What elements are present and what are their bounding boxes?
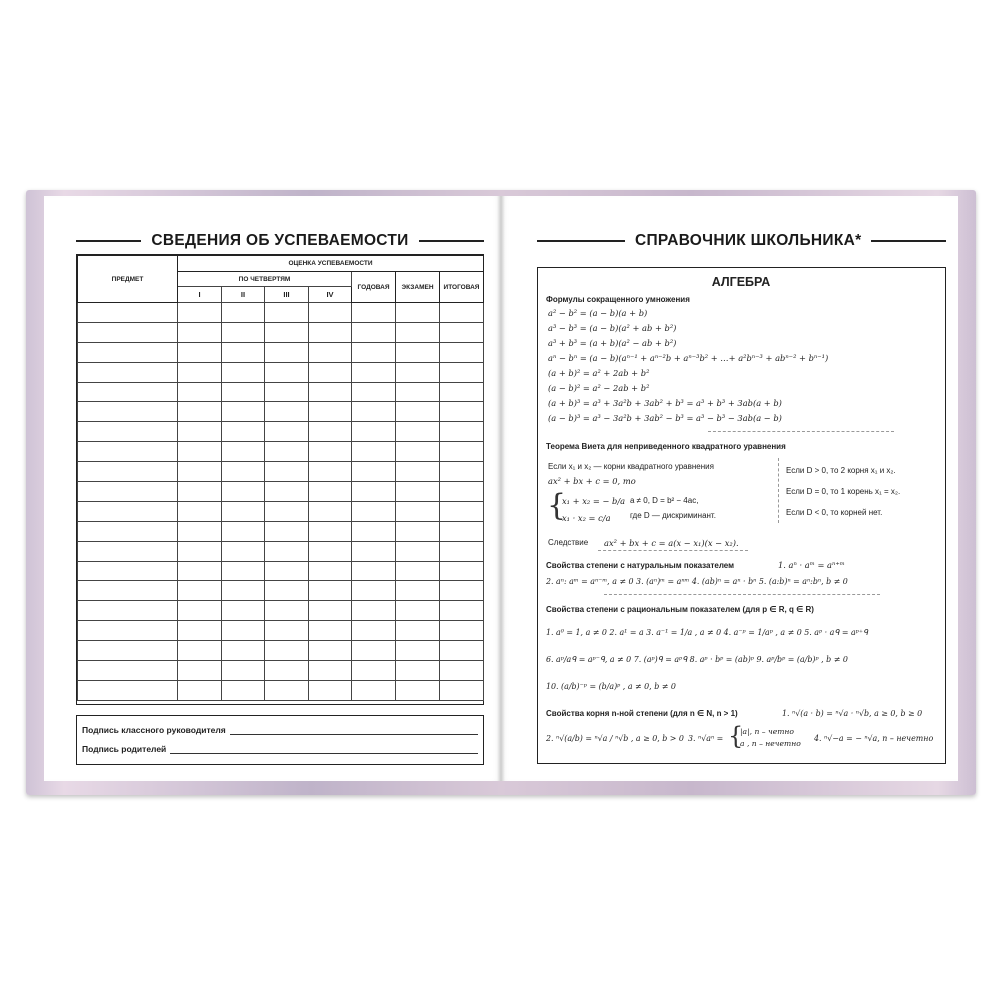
- grade-cell[interactable]: [265, 482, 309, 502]
- grade-cell[interactable]: [222, 581, 265, 601]
- grade-cell[interactable]: [309, 561, 352, 581]
- grade-cell[interactable]: [309, 462, 352, 482]
- grade-cell[interactable]: [396, 561, 440, 581]
- grade-cell[interactable]: [222, 362, 265, 382]
- subject-cell[interactable]: [78, 462, 178, 482]
- grade-cell[interactable]: [396, 501, 440, 521]
- grade-cell[interactable]: [352, 422, 396, 442]
- reference-page-title: СПРАВОЧНИК ШКОЛЬНИКА*: [537, 226, 946, 256]
- grade-row: [78, 561, 484, 581]
- grade-cell[interactable]: [178, 601, 222, 621]
- grade-cell[interactable]: [222, 541, 265, 561]
- grade-cell[interactable]: [222, 601, 265, 621]
- grade-cell[interactable]: [178, 342, 222, 362]
- grade-cell[interactable]: [222, 402, 265, 422]
- subject-cell[interactable]: [78, 561, 178, 581]
- formula: a³ + b³ = (a + b)(a² − ab + b²): [548, 338, 677, 348]
- natural-heading: Свойства степени с натуральным показателем: [546, 561, 735, 570]
- subject-cell[interactable]: [78, 442, 178, 462]
- grade-cell[interactable]: [178, 442, 222, 462]
- grade-cell[interactable]: [222, 482, 265, 502]
- quarter-3-header: III: [265, 287, 309, 303]
- root-prop4: 4. ⁿ√−a = − ⁿ√a, n – нечетно: [814, 734, 934, 743]
- discriminant-negative: Если D < 0, то корней нет.: [786, 508, 883, 517]
- discriminant-positive: Если D > 0, то 2 корня x₁ и x₂.: [786, 466, 896, 475]
- grade-cell[interactable]: [265, 362, 309, 382]
- teacher-signature-row: [82, 725, 478, 735]
- grade-cell[interactable]: [309, 303, 352, 323]
- grade-cell[interactable]: [309, 680, 352, 700]
- grade-cell[interactable]: [178, 303, 222, 323]
- subject-cell[interactable]: [78, 661, 178, 681]
- grade-cell[interactable]: [352, 581, 396, 601]
- corollary-formula: ax² + bx + c = a(x − x₁)(x − x₂).: [604, 538, 739, 548]
- grade-cell[interactable]: [265, 521, 309, 541]
- grade-cell[interactable]: [440, 581, 484, 601]
- grade-cell[interactable]: [265, 501, 309, 521]
- grade-cell[interactable]: [396, 661, 440, 681]
- grade-cell[interactable]: [440, 322, 484, 342]
- formula: (a − b)³ = a³ − 3a²b + 3ab² − b³ = a³ − b³ − 3ab(a − b): [548, 413, 782, 423]
- rational-props-row3: 10. (a/b)⁻ᵖ = (b/a)ᵖ , a ≠ 0, b ≠ 0: [546, 682, 676, 691]
- grade-cell[interactable]: [352, 621, 396, 641]
- grade-cell[interactable]: [396, 521, 440, 541]
- vieta-condition1: a ≠ 0, D = b² − 4ac,: [630, 496, 699, 505]
- parents-signature-label: Подпись родителей: [82, 744, 167, 754]
- roots-heading: Свойства корня n-ной степени (для n ∈ N, n > 1): [546, 709, 738, 718]
- grade-row: [78, 402, 484, 422]
- grade-cell[interactable]: [178, 462, 222, 482]
- grade-cell[interactable]: [178, 621, 222, 641]
- divider: [604, 594, 880, 595]
- grade-cell[interactable]: [178, 382, 222, 402]
- grade-row: [78, 621, 484, 641]
- vieta-heading: Теорема Виета для неприведенного квадратного уравнения: [546, 442, 786, 451]
- subject-cell[interactable]: [78, 541, 178, 561]
- grade-cell[interactable]: [396, 541, 440, 561]
- grade-cell[interactable]: [265, 422, 309, 442]
- grade-row: [78, 382, 484, 402]
- grade-cell[interactable]: [178, 680, 222, 700]
- root-prop3-odd: a , n – нечетно: [740, 739, 801, 748]
- grade-cell[interactable]: [178, 482, 222, 502]
- grade-cell[interactable]: [265, 621, 309, 641]
- grades-page-title: СВЕДЕНИЯ ОБ УСПЕВАЕМОСТИ: [76, 226, 484, 256]
- grade-cell[interactable]: [440, 303, 484, 323]
- grade-cell[interactable]: [396, 322, 440, 342]
- grade-cell[interactable]: [265, 303, 309, 323]
- grade-row: [78, 442, 484, 462]
- grade-cell[interactable]: [352, 462, 396, 482]
- grade-row: [78, 322, 484, 342]
- subject-cell[interactable]: [78, 342, 178, 362]
- grade-cell[interactable]: [178, 521, 222, 541]
- grade-cell[interactable]: [440, 482, 484, 502]
- grade-cell[interactable]: [309, 641, 352, 661]
- grade-cell[interactable]: [352, 661, 396, 681]
- grade-cell[interactable]: [440, 601, 484, 621]
- grade-cell[interactable]: [178, 661, 222, 681]
- grade-cell[interactable]: [178, 541, 222, 561]
- subject-cell[interactable]: [78, 362, 178, 382]
- grades-table: [76, 254, 484, 705]
- grade-cell[interactable]: [265, 680, 309, 700]
- grade-cell[interactable]: [352, 402, 396, 422]
- grade-cell[interactable]: [309, 382, 352, 402]
- grade-cell[interactable]: [222, 501, 265, 521]
- grade-cell[interactable]: [178, 581, 222, 601]
- natural-props: 2. aⁿ: aᵐ = aⁿ⁻ᵐ, a ≠ 0 3. (aⁿ)ᵐ = aⁿᵐ 4. (ab)ⁿ = aⁿ · bⁿ 5. (a:b)ⁿ = aⁿ:bⁿ, b ≠ 0: [546, 577, 848, 586]
- grade-cell[interactable]: [309, 442, 352, 462]
- grade-cell[interactable]: [352, 501, 396, 521]
- subject-cell[interactable]: [78, 621, 178, 641]
- grade-cell[interactable]: [309, 541, 352, 561]
- grade-cell[interactable]: [265, 462, 309, 482]
- grade-row: [78, 342, 484, 362]
- natural-prop1: 1. aⁿ · aᵐ = aⁿ⁺ᵐ: [778, 560, 845, 570]
- section-title: АЛГЕБРА: [711, 275, 771, 289]
- grade-cell[interactable]: [352, 303, 396, 323]
- grade-cell[interactable]: [309, 621, 352, 641]
- corollary-label: Следствие: [548, 538, 589, 547]
- grade-cell[interactable]: [222, 621, 265, 641]
- grade-cell[interactable]: [396, 303, 440, 323]
- system-brace: {: [547, 488, 567, 523]
- divider: [708, 431, 894, 432]
- grade-cell[interactable]: [440, 422, 484, 442]
- grade-cell[interactable]: [352, 561, 396, 581]
- teacher-signature-line[interactable]: [230, 725, 478, 735]
- subject-cell[interactable]: [78, 501, 178, 521]
- formula: (a − b)² = a² − 2ab + b²: [548, 383, 650, 393]
- subject-cell[interactable]: [78, 680, 178, 700]
- vieta-line1: Если x₁ и x₂ — корни квадратного уравнения: [548, 462, 714, 471]
- grade-cell[interactable]: [265, 402, 309, 422]
- abbrev-heading: Формулы сокращенного умножения: [546, 295, 690, 304]
- grade-cell[interactable]: [396, 402, 440, 422]
- grade-cell[interactable]: [396, 362, 440, 382]
- vertical-divider: [778, 458, 779, 523]
- grade-cell[interactable]: [265, 561, 309, 581]
- grade-cell[interactable]: [265, 342, 309, 362]
- grade-row: [78, 541, 484, 561]
- grade-row: [78, 661, 484, 681]
- grade-cell[interactable]: [222, 382, 265, 402]
- grade-cell[interactable]: [309, 482, 352, 502]
- grade-cell[interactable]: [309, 322, 352, 342]
- grade-row: [78, 422, 484, 442]
- formula: aⁿ − bⁿ = (a − b)(aⁿ⁻¹ + aⁿ⁻²b + aⁿ⁻³b² + …+ a²bⁿ⁻³ + abⁿ⁻² + bⁿ⁻¹): [548, 353, 829, 363]
- notebook-spine: [497, 196, 505, 781]
- vieta-sum: x₁ + x₂ = − b/a: [562, 496, 626, 506]
- grade-cell[interactable]: [352, 680, 396, 700]
- grade-cell[interactable]: [440, 680, 484, 700]
- grade-cell[interactable]: [309, 601, 352, 621]
- grade-cell[interactable]: [178, 501, 222, 521]
- grade-cell[interactable]: [396, 641, 440, 661]
- root-prop1: 1. ⁿ√(a · b) = ⁿ√a · ⁿ√b, a ≥ 0, b ≥ 0: [782, 709, 923, 718]
- grade-cell[interactable]: [265, 641, 309, 661]
- signatures-box: [76, 715, 484, 765]
- quarter-2-header: II: [222, 287, 265, 303]
- subject-cell[interactable]: [78, 382, 178, 402]
- exam-header: ЭКЗАМЕН: [396, 272, 440, 303]
- grade-cell[interactable]: [352, 382, 396, 402]
- grade-cell[interactable]: [352, 442, 396, 462]
- grade-cell[interactable]: [222, 462, 265, 482]
- formula: a² − b² = (a − b)(a + b): [548, 308, 648, 318]
- grade-cell[interactable]: [178, 362, 222, 382]
- subject-cell[interactable]: [78, 422, 178, 442]
- grade-cell[interactable]: [440, 362, 484, 382]
- grade-cell[interactable]: [440, 442, 484, 462]
- grade-cell[interactable]: [265, 442, 309, 462]
- formula: a³ − b³ = (a − b)(a² + ab + b²): [548, 323, 677, 333]
- formula: (a + b)² = a² + 2ab + b²: [548, 368, 650, 378]
- grade-cell[interactable]: [440, 462, 484, 482]
- grade-row: [78, 303, 484, 323]
- grade-cell[interactable]: [222, 342, 265, 362]
- grade-cell[interactable]: [265, 382, 309, 402]
- grades-header: ОЦЕНКА УСПЕВАЕМОСТИ: [178, 256, 484, 272]
- divider: [598, 550, 748, 551]
- grade-cell[interactable]: [440, 641, 484, 661]
- parents-signature-line[interactable]: [170, 744, 478, 754]
- grade-cell[interactable]: [396, 601, 440, 621]
- grade-cell[interactable]: [352, 322, 396, 342]
- subject-cell[interactable]: [78, 322, 178, 342]
- grade-cell[interactable]: [396, 422, 440, 442]
- grade-cell[interactable]: [222, 680, 265, 700]
- grade-cell[interactable]: [265, 581, 309, 601]
- grade-row: [78, 521, 484, 541]
- grade-cell[interactable]: [352, 541, 396, 561]
- grade-row: [78, 482, 484, 502]
- grade-cell[interactable]: [309, 521, 352, 541]
- grade-cell[interactable]: [440, 521, 484, 541]
- grade-cell[interactable]: [352, 342, 396, 362]
- subject-cell[interactable]: [78, 601, 178, 621]
- grade-cell[interactable]: [440, 501, 484, 521]
- parents-signature-row: [82, 744, 478, 754]
- rational-props-row1: 1. a⁰ = 1, a ≠ 0 2. a¹ = a 3. a⁻¹ = 1/a , a ≠ 0 4. a⁻ᵖ = 1/aᵖ , a ≠ 0 5. aᵖ · aᑫ = aᵖ⁺ᑫ: [546, 628, 868, 637]
- grade-cell[interactable]: [396, 680, 440, 700]
- subject-cell[interactable]: [78, 521, 178, 541]
- grade-cell[interactable]: [352, 521, 396, 541]
- grade-cell[interactable]: [222, 422, 265, 442]
- grade-row: [78, 680, 484, 700]
- grade-cell[interactable]: [352, 362, 396, 382]
- grade-cell[interactable]: [440, 621, 484, 641]
- grade-cell[interactable]: [309, 581, 352, 601]
- subject-cell[interactable]: [78, 402, 178, 422]
- grade-cell[interactable]: [222, 303, 265, 323]
- grade-cell[interactable]: [396, 382, 440, 402]
- quarters-header: ПО ЧЕТВЕРТЯМ: [178, 272, 352, 287]
- subject-cell[interactable]: [78, 482, 178, 502]
- grade-cell[interactable]: [309, 342, 352, 362]
- grade-cell[interactable]: [396, 442, 440, 462]
- quarter-4-header: IV: [309, 287, 352, 303]
- root-prop3-even: |a|, n – четно: [740, 727, 794, 736]
- vieta-product: x₁ · x₂ = c/a: [562, 513, 611, 523]
- subject-cell[interactable]: [78, 581, 178, 601]
- grade-cell[interactable]: [222, 661, 265, 681]
- grade-cell[interactable]: [222, 641, 265, 661]
- grade-row: [78, 581, 484, 601]
- grade-cell[interactable]: [178, 561, 222, 581]
- grade-cell[interactable]: [178, 322, 222, 342]
- grade-cell[interactable]: [396, 621, 440, 641]
- grade-cell[interactable]: [265, 661, 309, 681]
- grade-cell[interactable]: [178, 641, 222, 661]
- grade-row: [78, 501, 484, 521]
- grade-cell[interactable]: [396, 581, 440, 601]
- grade-cell[interactable]: [440, 342, 484, 362]
- grade-cell[interactable]: [440, 541, 484, 561]
- discriminant-zero: Если D = 0, то 1 корень x₁ = x₂.: [786, 487, 901, 496]
- algebra-reference-box: [537, 267, 946, 764]
- subject-cell[interactable]: [78, 303, 178, 323]
- year-header: ГОДОВАЯ: [352, 272, 396, 303]
- subject-cell[interactable]: [78, 641, 178, 661]
- rational-heading: Свойства степени с рациональным показателем (для p ∈ R, q ∈ R): [546, 605, 814, 614]
- grade-cell[interactable]: [178, 422, 222, 442]
- grade-cell[interactable]: [309, 362, 352, 382]
- grade-row: [78, 641, 484, 661]
- grade-cell[interactable]: [440, 661, 484, 681]
- grade-row: [78, 601, 484, 621]
- grade-cell[interactable]: [222, 442, 265, 462]
- grade-cell[interactable]: [440, 402, 484, 422]
- grade-row: [78, 462, 484, 482]
- grade-cell[interactable]: [265, 322, 309, 342]
- grade-cell[interactable]: [309, 402, 352, 422]
- grade-cell[interactable]: [440, 561, 484, 581]
- case-brace: {: [728, 722, 744, 750]
- quarter-1-header: I: [178, 287, 222, 303]
- grade-cell[interactable]: [352, 482, 396, 502]
- grade-cell[interactable]: [222, 521, 265, 541]
- grade-cell[interactable]: [309, 422, 352, 442]
- grade-cell[interactable]: [396, 342, 440, 362]
- teacher-signature-label: Подпись классного руководителя: [82, 725, 226, 735]
- grade-cell[interactable]: [352, 601, 396, 621]
- root-prop2: 2. ⁿ√(a/b) = ⁿ√a / ⁿ√b , a ≥ 0, b > 0: [546, 734, 684, 743]
- grade-cell[interactable]: [222, 322, 265, 342]
- grade-cell[interactable]: [309, 661, 352, 681]
- vieta-condition2: где D — дискриминант.: [630, 511, 716, 520]
- final-header: ИТОГОВАЯ: [440, 272, 484, 303]
- grade-cell[interactable]: [440, 382, 484, 402]
- rational-props-row2: 6. aᵖ/aᑫ = aᵖ⁻ᑫ, a ≠ 0 7. (aᵖ)ᑫ = aᵖᑫ 8. aᵖ · bᵖ = (ab)ᵖ 9. aᵖ/bᵖ = (a/b)ᵖ , b ≠ 0: [546, 655, 848, 664]
- root-prop3: 3. ⁿ√aⁿ =: [688, 734, 724, 743]
- formula: (a + b)³ = a³ + 3a²b + 3ab² + b³ = a³ + b³ + 3ab(a + b): [548, 398, 782, 408]
- grade-cell[interactable]: [352, 641, 396, 661]
- grade-cell[interactable]: [222, 561, 265, 581]
- grade-row: [78, 362, 484, 382]
- vieta-line2: ax² + bx + c = 0, то: [548, 476, 636, 486]
- grade-cell[interactable]: [265, 601, 309, 621]
- subject-header: ПРЕДМЕТ: [78, 256, 178, 303]
- grade-cell[interactable]: [396, 462, 440, 482]
- grade-cell[interactable]: [309, 501, 352, 521]
- grade-cell[interactable]: [265, 541, 309, 561]
- grade-cell[interactable]: [396, 482, 440, 502]
- grade-cell[interactable]: [178, 402, 222, 422]
